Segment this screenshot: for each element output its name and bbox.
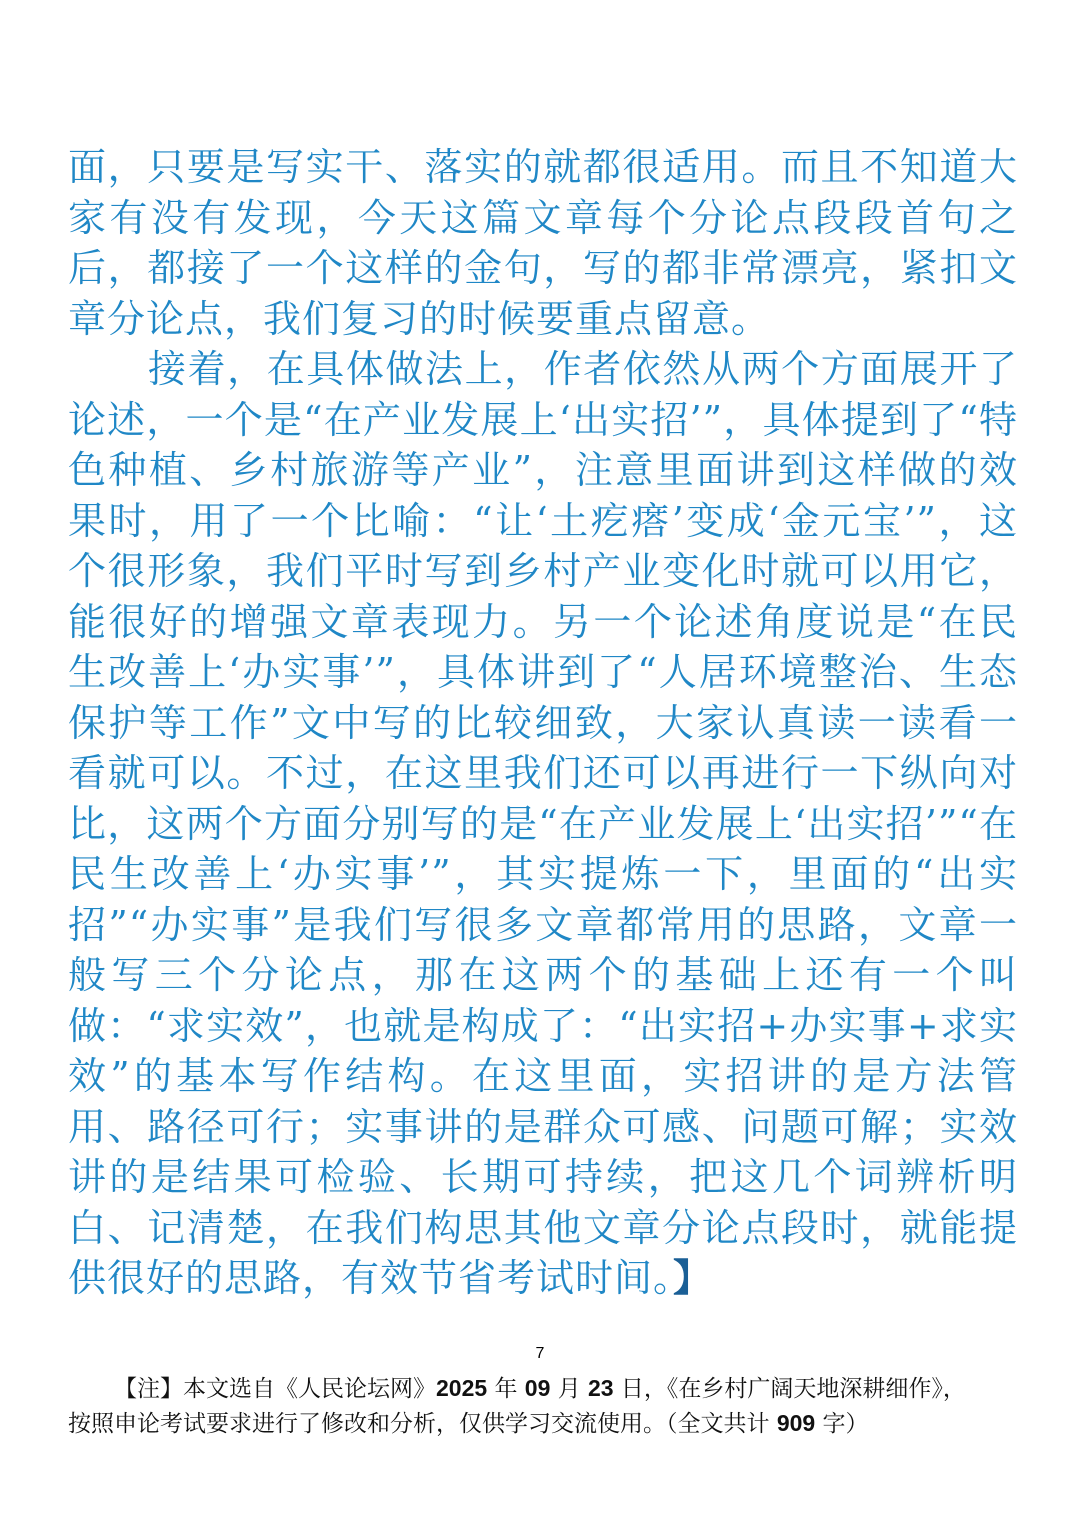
note-title: 日，《在乡村广阔天地深耕细作》，: [613, 1376, 966, 1402]
paragraph-analysis: [68, 344, 1018, 1304]
note-usage: 按照申论考试要求进行了修改和分析，仅供学习交流使用。（全文共计: [68, 1411, 777, 1437]
note-year: 2025: [436, 1375, 488, 1401]
note-month: 09: [524, 1375, 551, 1401]
page-number: 7: [535, 1345, 545, 1362]
article-body: [68, 142, 1018, 1304]
note-word-unit: 字）: [815, 1411, 869, 1437]
source-note: [68, 1371, 1018, 1441]
note-month-unit: 月: [550, 1376, 589, 1402]
note-day: 23: [588, 1375, 614, 1401]
paragraph-continued: [68, 142, 1018, 344]
note-prefix: 【注】本文选自《人民论坛网》: [114, 1376, 436, 1402]
paragraph-1-text: 面，只要是写实干、落实的就都很适用。而且不知道大家有没有发现，今天这篇文章每个分论点段段首句之后，都接了一个这样的金句，写的都非常漂亮，紧扣文章分论点，我们复习的时候要重点留意。: [68, 145, 1018, 341]
closing-bracket: 】: [673, 1255, 713, 1300]
paragraph-2-text: 接着，在具体做法上，作者依然从两个方面展开了论述，一个是“在产业发展上‘出实招’”，具体提到了“特色种植、乡村旅游等产业”，注意里面讲到这样做的效果时，用了一个比喻：“让‘土疙瘩’变成‘金元宝’”，这个很形象，我们平时写到乡村产业变化时就可以用它，能很好的增强文章表现力。另一个论述角度说是“在民生改善上‘办实事’”，具体讲到了“人居环境整治、生态保护等工作”文中写的比较细致，大家认真读一读看一看就可以。不过，在这里我们还可以再进行一下纵向对比，这两个方面分别写的是“在产业发展上‘出实招’”“在民生改善上‘办实事’”，其实提炼一下，里面的“出实招”“办实事”是我们写很多文章都常用的思路，文章一般写三个分论点，那在这两个的基础上还有一个叫做：“求实效”，也就是构成了：“出实招+办实事+求实效”的基本写作结构。在这里面，实招讲的是方法管用、路径可行；实事讲的是群众可感、问题可解；实效讲的是结果可检验、长期可持续，把这几个词辨析明白、记清楚，在我们构思其他文章分论点段时，就能提供很好的思路，有效节省考试时间。: [68, 347, 1018, 1300]
note-word-count: 909: [776, 1410, 816, 1436]
note-year-unit: 年: [487, 1376, 525, 1402]
note-line-2: [68, 1406, 1018, 1441]
note-line-1: [68, 1371, 1018, 1406]
